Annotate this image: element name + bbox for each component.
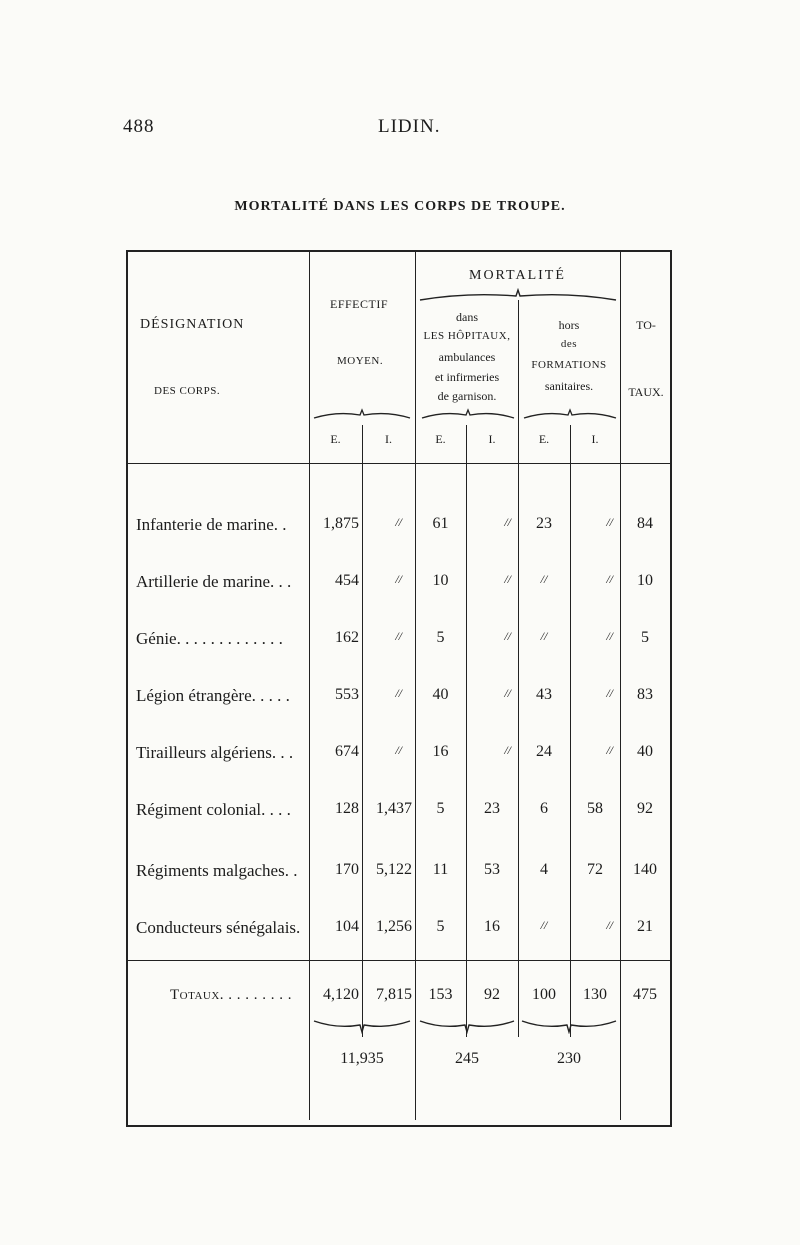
sum-hopitaux: 245 [455, 1050, 479, 1067]
cell: 83 [637, 686, 653, 703]
total-cell: 92 [484, 986, 500, 1003]
mortalite-header: MORTALITÉ [469, 268, 566, 283]
row-label: Artillerie de marine. . . [136, 572, 292, 591]
totals-label: Totaux. . . . . . . . . [170, 987, 293, 1003]
sub-i-hors: I. [591, 432, 599, 446]
hopitaux-line-4: et infirmeries [434, 370, 500, 384]
hopitaux-line-5: de garnison. [437, 389, 497, 403]
sum-effectif: 11,935 [340, 1050, 384, 1067]
cell: // [606, 686, 613, 700]
sub-e-hors: E. [538, 432, 550, 446]
totaux-line-2: TAUX. [628, 385, 664, 399]
cell: // [606, 743, 613, 757]
moyen-header: MOYEN. [337, 355, 384, 367]
cell: // [395, 686, 402, 700]
cell: // [504, 743, 511, 757]
hors-line-3: FORMATIONS [531, 359, 607, 371]
cell: 5 [641, 629, 649, 646]
sub-e-hopitaux: E. [435, 432, 446, 446]
cell: // [606, 572, 613, 586]
cell: 16 [432, 743, 449, 760]
row-label: Tirailleurs algériens. . . [136, 743, 294, 762]
cell: 674 [335, 743, 359, 760]
cell: 162 [335, 629, 359, 646]
sum-hors: 230 [557, 1050, 581, 1067]
cell: // [504, 572, 511, 586]
effectif-header: EFFECTIF [330, 297, 389, 311]
cell: // [606, 629, 613, 643]
hors-line-2: des [560, 338, 578, 350]
cell: 1,256 [376, 918, 412, 935]
total-cell: 100 [532, 986, 556, 1003]
row-label: Infanterie de marine. . [136, 515, 287, 534]
row-label: Régiment colonial. . . . [136, 800, 291, 819]
cell: 128 [335, 800, 359, 817]
cell: // [606, 515, 613, 529]
cell: 454 [335, 572, 359, 589]
cell: 104 [335, 918, 359, 935]
row-label: Génie. . . . . . . . . . . . . [136, 629, 283, 648]
cell: 10 [432, 572, 449, 589]
cell: 553 [335, 686, 359, 703]
cell: 16 [484, 918, 500, 935]
designation-header: DÉSIGNATION [140, 317, 245, 332]
cell: // [504, 686, 511, 700]
cell: 5,122 [376, 861, 412, 878]
cell: 72 [587, 861, 603, 878]
cell: // [540, 629, 548, 643]
sum-hopitaux-brace [418, 1018, 516, 1034]
sub-i-hopitaux: I. [488, 432, 496, 446]
sum-effectif-brace [312, 1018, 412, 1034]
cell: 170 [335, 861, 359, 878]
cell: // [395, 743, 402, 757]
cell: 24 [536, 743, 552, 760]
cell: 140 [633, 861, 657, 878]
cell: 5 [436, 800, 445, 817]
cell: 4 [540, 861, 548, 878]
cell: 61 [432, 515, 449, 532]
cell: // [395, 515, 402, 529]
totaux-line-1: TO- [636, 318, 656, 332]
cell: 53 [484, 861, 500, 878]
cell: 21 [637, 918, 653, 935]
cell: 5 [436, 918, 445, 935]
hors-line-4: sanitaires. [544, 379, 594, 393]
mortalite-brace [418, 288, 618, 304]
cell: 92 [637, 800, 653, 817]
cell: 40 [637, 743, 653, 760]
cell: 84 [637, 515, 653, 532]
total-cell: 4,120 [323, 986, 359, 1003]
cell: 23 [484, 800, 500, 817]
hopitaux-brace [420, 408, 516, 422]
total-cell: 153 [428, 986, 453, 1003]
running-head: LIDIN. [378, 116, 441, 137]
cell: // [540, 918, 548, 932]
total-cell: 7,815 [376, 986, 412, 1003]
cell: 5 [436, 629, 445, 646]
cell: 10 [637, 572, 653, 589]
cell: 43 [536, 686, 552, 703]
des-corps-header: DES CORPS. [154, 385, 221, 397]
cell: // [504, 515, 511, 529]
hopitaux-line-2: LES HÔPITAUX, [423, 330, 511, 342]
cell: 6 [540, 800, 548, 817]
hors-line-1: hors [558, 318, 580, 332]
row-label: Légion étrangère. . . . . [136, 686, 290, 705]
hopitaux-line-3: ambulances [438, 350, 496, 364]
cell: 1,875 [323, 515, 359, 532]
cell: // [395, 629, 402, 643]
hopitaux-line-1: dans [456, 310, 478, 324]
sub-i-effectif: I. [385, 432, 392, 446]
total-cell: 475 [633, 986, 657, 1003]
cell: 11 [432, 861, 449, 878]
row-label: Conducteurs sénégalais. [136, 918, 301, 937]
cell: // [540, 572, 548, 586]
hors-brace [522, 408, 618, 422]
cell: 58 [587, 800, 603, 817]
cell: // [395, 572, 402, 586]
cell: // [504, 629, 511, 643]
table-title: MORTALITÉ DANS LES CORPS DE TROUPE. [234, 199, 566, 214]
cell: 23 [536, 515, 552, 532]
cell: 40 [432, 686, 449, 703]
effectif-brace [312, 408, 412, 422]
sub-e-effectif: E. [330, 432, 341, 446]
cell: 1,437 [376, 800, 412, 817]
total-cell: 130 [583, 986, 607, 1003]
row-label: Régiments malgaches. . [136, 861, 298, 880]
sum-hors-brace [520, 1018, 618, 1034]
page-number: 488 [123, 116, 155, 137]
cell: // [606, 918, 613, 932]
